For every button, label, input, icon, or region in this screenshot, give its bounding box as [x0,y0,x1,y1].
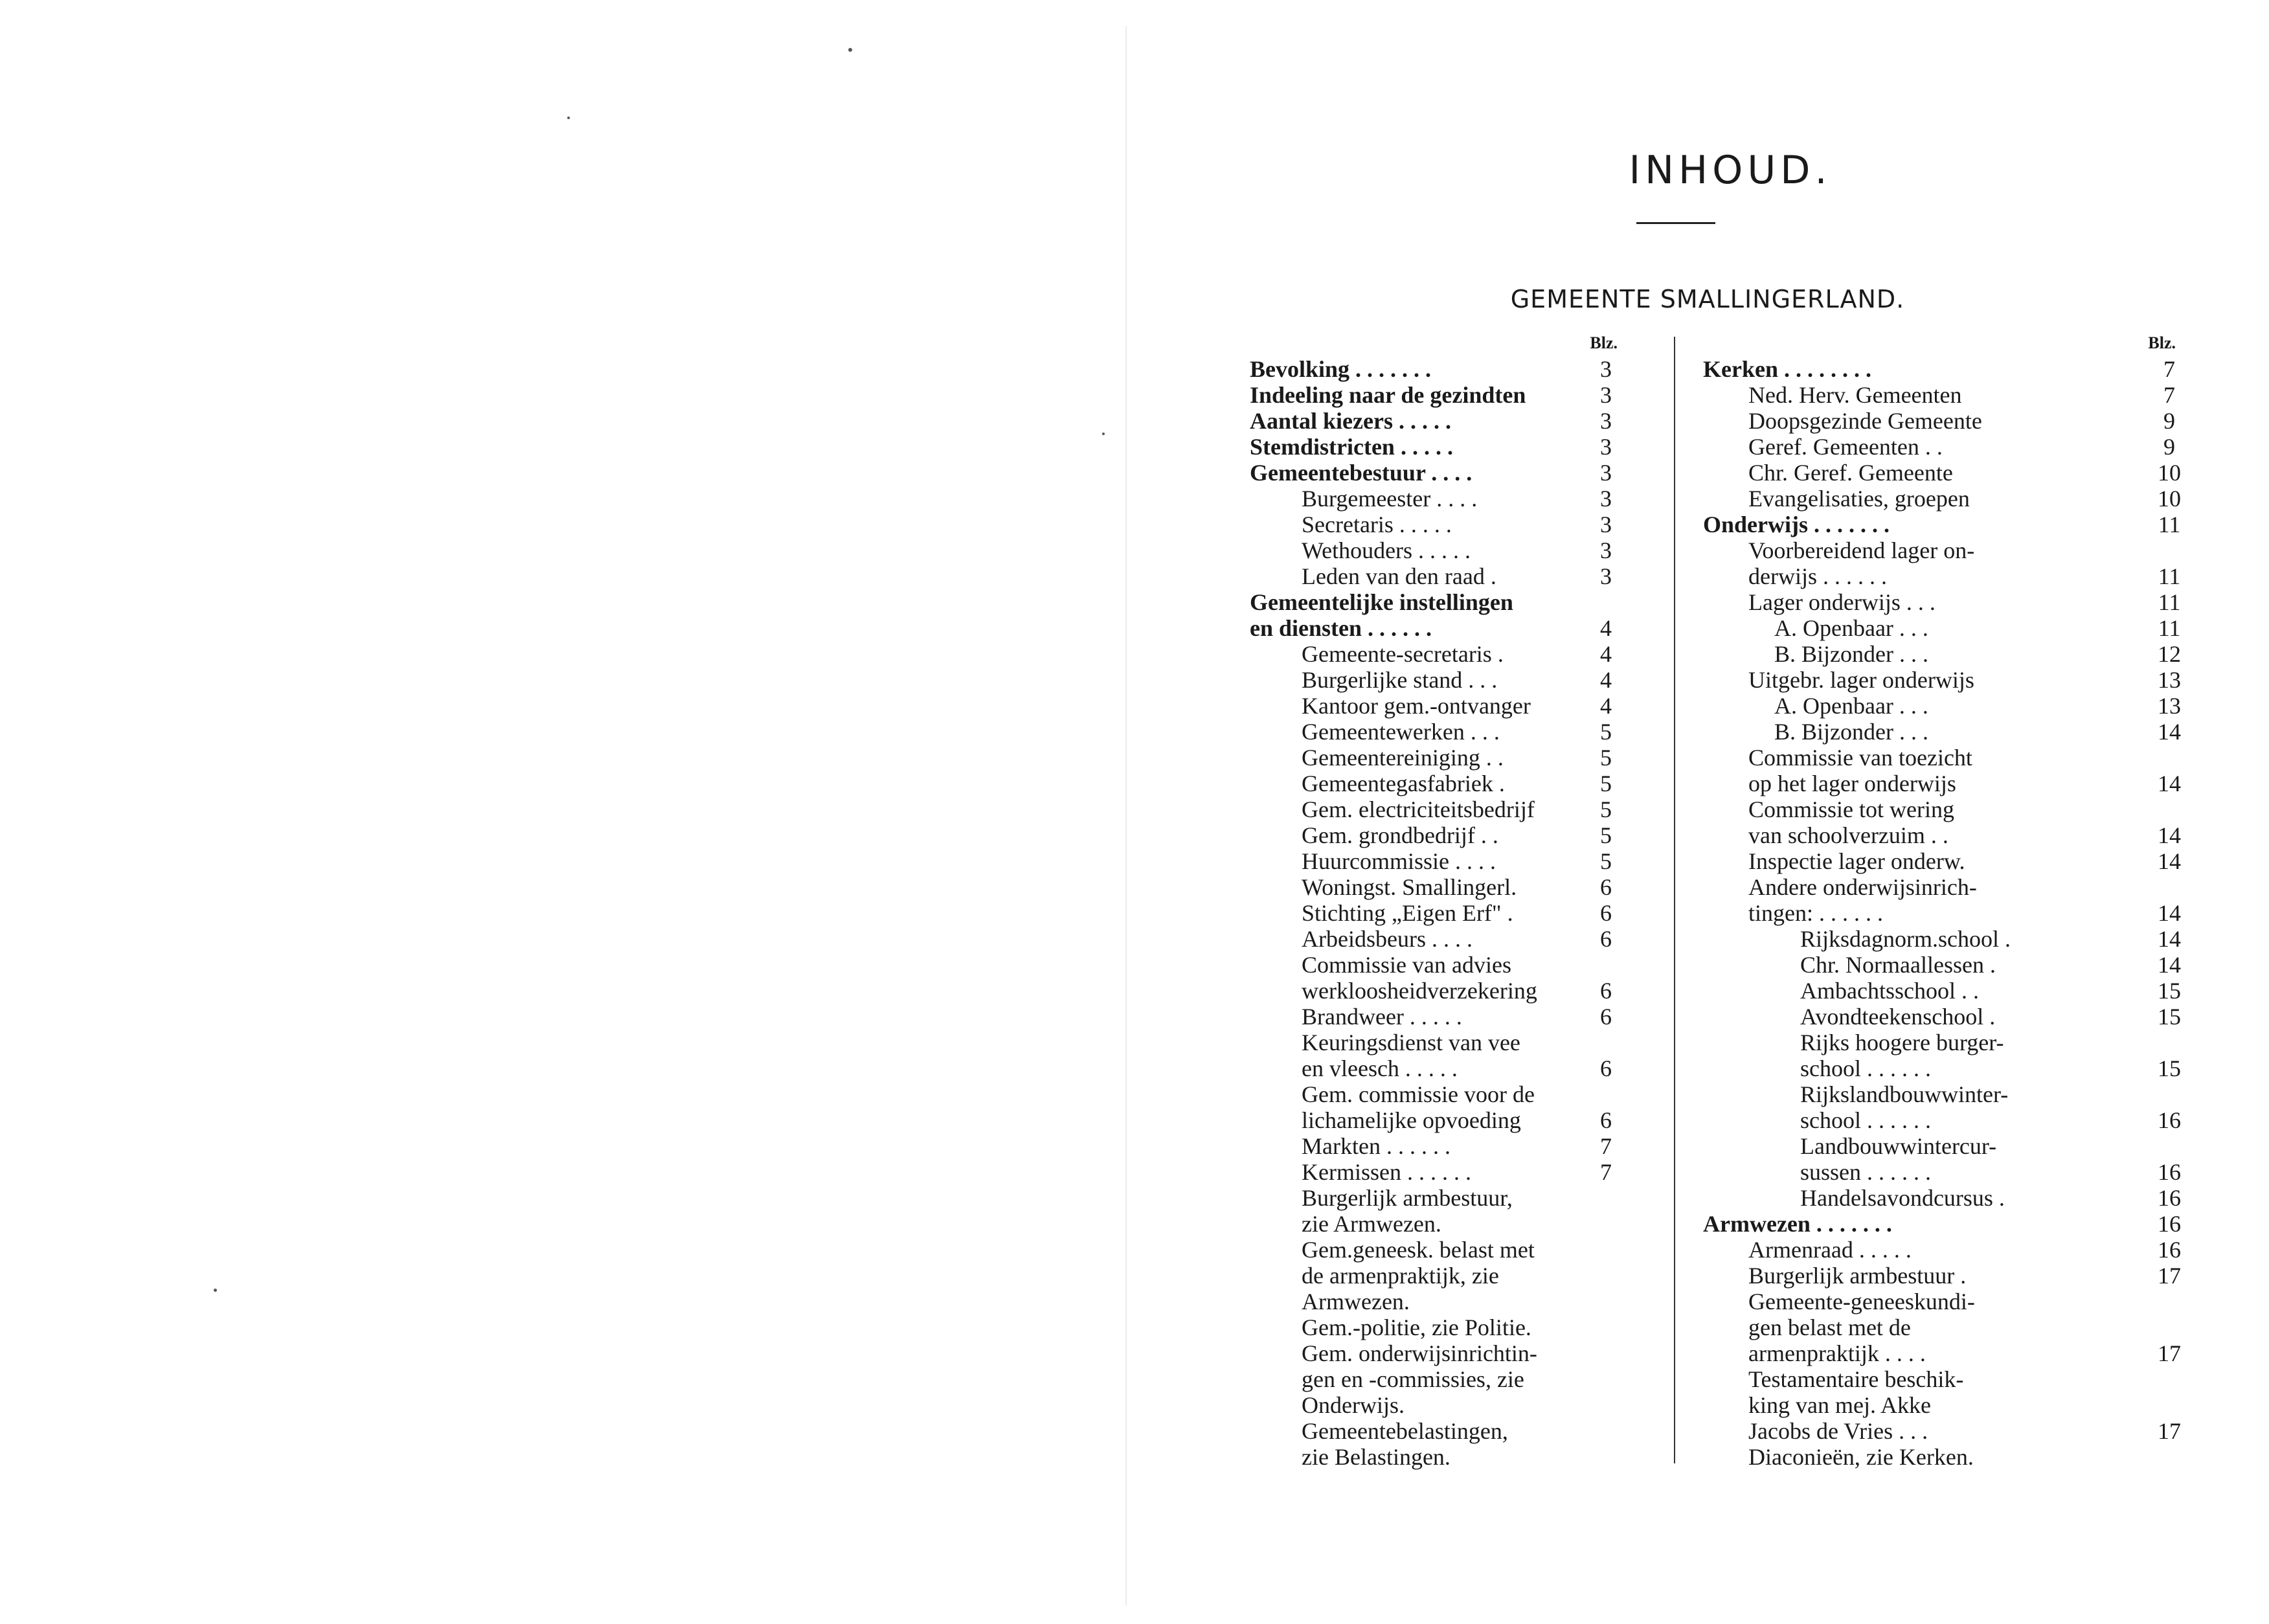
contents-entry [1250,796,1612,822]
contents-entry [1710,1004,2181,1030]
entry-text: Burgerlijk armbestuur . [1748,1263,1967,1289]
entry-page-number: 6 [1600,978,1612,1004]
entry-text: A. Openbaar . . . [1774,693,1928,719]
contents-entry [1250,1030,1548,1055]
entry-text: Leden van den raad . [1302,563,1496,589]
contents-entry [1710,796,1954,822]
entry-page-number: 3 [1600,537,1612,563]
entry-text: op het lager onderwijs [1748,771,1956,796]
entry-page-number: 3 [1600,512,1612,537]
entry-page-number: 3 [1600,408,1612,434]
paper-speck [214,1289,217,1292]
entry-text: Stichting „Eigen Erf" . [1302,900,1513,926]
entry-page-number: 7 [1600,1133,1612,1159]
contents-entry [1250,641,1612,667]
entry-page-number: 16 [2158,1159,2181,1185]
entry-text: Kantoor gem.-ontvanger [1302,693,1531,719]
entry-page-number: 14 [2158,900,2181,926]
entry-page-number: 14 [2158,822,2181,848]
contents-entry [1250,589,1548,615]
entry-page-number: 14 [2158,926,2181,952]
entry-text: Arbeidsbeurs . . . . [1302,926,1473,952]
entry-page-number: 3 [1600,486,1612,512]
contents-entry [1250,1444,1548,1470]
entry-page-number: 16 [2158,1107,2181,1133]
entry-text: lichamelijke opvoeding [1302,1107,1521,1133]
title-rule [1636,222,1715,224]
contents-entry [1250,822,1612,848]
entry-text: Chr. Geref. Gemeente [1748,460,1953,486]
entry-text: Gemeentereiniging . . [1302,745,1504,771]
entry-page-number: 17 [2158,1418,2181,1444]
contents-entry [1250,1418,1548,1444]
contents-entry [1710,693,2181,719]
entry-text: Kermissen . . . . . . [1302,1159,1471,1185]
contents-entry [1710,1185,2181,1211]
contents-entry [1710,1340,2181,1366]
entry-text: Huurcommissie . . . . [1302,848,1496,874]
entry-text: Gem.geneesk. belast met [1302,1237,1535,1263]
entry-text: Voorbereidend lager on- [1748,537,1975,563]
entry-text: Avondteekenschool . [1800,1004,1996,1030]
entry-text: Armwezen. [1302,1289,1410,1314]
contents-column-left [1250,330,1618,1470]
entry-text: Gemeentebestuur . . . . [1250,460,1473,486]
entry-text: Inspectie lager onderw. [1748,848,1965,874]
contents-entry [1250,1159,1612,1185]
paper-speck [567,117,570,119]
contents-entry [1250,1081,1548,1107]
entry-text: Burgerlijk armbestuur, [1302,1185,1513,1211]
contents-entry [1250,874,1612,900]
contents-entry [1250,1107,1612,1133]
entry-page-number: 10 [2158,460,2181,486]
entry-text: van schoolverzuim . . [1748,822,1948,848]
contents-entry [1250,356,1612,382]
contents-entry [1710,537,1975,563]
entry-page-number: 3 [1600,460,1612,486]
contents-entry [1250,719,1612,745]
entry-page-number: 11 [2158,589,2181,615]
entry-page-number: 14 [2158,848,2181,874]
contents-entry [1250,1263,1548,1289]
entry-page-number: 6 [1600,900,1612,926]
entry-text: Gem. electriciteitsbedrijf [1302,796,1535,822]
entry-text: Ned. Herv. Gemeenten [1748,382,1962,408]
entry-page-number: 17 [2158,1340,2181,1366]
entry-page-number: 16 [2158,1211,2181,1237]
entry-text: Gemeentebelastingen, [1302,1418,1508,1444]
entry-page-number: 4 [1600,615,1612,641]
entry-text: Onderwijs . . . . . . . [1703,512,1890,537]
entry-page-number: 9 [2163,434,2175,460]
entry-text: Gem. commissie voor de [1302,1081,1535,1107]
contents-entry [1250,1314,1548,1340]
contents-entry [1250,693,1612,719]
contents-entry [1710,719,2181,745]
entry-text: Landbouwwintercur- [1800,1133,1997,1159]
contents-entry [1250,512,1612,537]
contents-entry [1250,771,1612,796]
entry-text: Rijks hoogere burger- [1800,1030,2004,1055]
entry-text: Markten . . . . . . [1302,1133,1451,1159]
contents-entry [1250,848,1612,874]
contents-entry [1710,1263,2181,1289]
contents-entry [1710,1237,2181,1263]
contents-entry [1710,1314,1936,1340]
contents-entry [1250,978,1612,1004]
entry-page-number: 17 [2158,1263,2181,1289]
entry-page-number: 11 [2158,563,2181,589]
entry-text: Diaconieën, zie Kerken. [1748,1444,1974,1470]
contents-entry [1710,771,2181,796]
contents-entry [1710,460,2181,486]
entry-text: Testamentaire beschik- [1748,1366,1964,1392]
entry-text: Keuringsdienst van vee [1302,1030,1520,1055]
entry-text: Gem. onderwijsinrichtin- [1302,1340,1537,1366]
contents-entry [1250,745,1612,771]
entry-page-number: 5 [1600,848,1612,874]
left-blank-page [0,0,1125,1624]
contents-entry [1710,1366,1964,1392]
entry-text: Stemdistricten . . . . . [1250,434,1453,460]
entry-page-number: 6 [1600,1107,1612,1133]
entry-page-number: 9 [2163,408,2175,434]
contents-entry [1710,926,2181,952]
entry-text: gen belast met de [1748,1314,1911,1340]
contents-entry [1250,1211,1548,1237]
contents-entry [1250,537,1612,563]
contents-entry [1703,356,2175,382]
entry-text: Commissie tot wering [1748,796,1954,822]
entry-text: Gemeente-secretaris . [1302,641,1504,667]
contents-entry [1250,1289,1548,1314]
contents-entry [1250,615,1612,641]
entry-text: Gemeente-geneeskundi- [1748,1289,1975,1314]
entry-text: king van mej. Akke [1748,1392,1931,1418]
contents-entry [1710,382,2175,408]
contents-entry [1710,874,1977,900]
entry-text: school . . . . . . [1800,1055,1931,1081]
entry-page-number: 3 [1600,563,1612,589]
contents-entry [1710,1055,2181,1081]
entry-page-number: 4 [1600,693,1612,719]
entry-page-number: 5 [1600,745,1612,771]
entry-text: Rijksdagnorm.school . [1800,926,2011,952]
page-subtitle: GEMEENTE SMALLINGERLAND. [1510,285,1905,313]
entry-text: en vleesch . . . . . [1302,1055,1458,1081]
entry-page-number: 3 [1600,434,1612,460]
contents-entry [1250,382,1612,408]
contents-entry [1710,589,2181,615]
contents-entry [1250,1340,1548,1366]
entry-text: Armenraad . . . . . [1748,1237,1912,1263]
entry-page-number: 6 [1600,1055,1612,1081]
contents-entry [1250,900,1612,926]
column-divider [1674,337,1675,1463]
entry-text: Gem.-politie, zie Politie. [1302,1314,1531,1340]
entry-page-number: 3 [1600,382,1612,408]
entry-text: Geref. Gemeenten . . [1748,434,1943,460]
entry-text: Gemeentewerken . . . [1302,719,1500,745]
contents-entry [1250,563,1612,589]
entry-page-number: 13 [2158,667,2181,693]
entry-text: Armwezen . . . . . . . [1703,1211,1892,1237]
entry-text: B. Bijzonder . . . [1774,641,1928,667]
entry-text: Handelsavondcursus . [1800,1185,2005,1211]
contents-entry [1250,1237,1548,1263]
contents-entry [1710,615,2181,641]
entry-text: Burgerlijke stand . . . [1302,667,1498,693]
contents-entry [1250,434,1612,460]
entry-text: Evangelisaties, groepen [1748,486,1970,512]
entry-text: Gemeentelijke instellingen [1250,589,1513,615]
entry-text: werkloosheidverzekering [1302,978,1537,1004]
contents-entry [1710,1030,2004,1055]
entry-page-number: 15 [2158,1004,2181,1030]
entry-page-number: 14 [2158,719,2181,745]
entry-page-number: 6 [1600,874,1612,900]
entry-text: armenpraktijk . . . . [1748,1340,1926,1366]
entry-text: Ambachtsschool . . [1800,978,1979,1004]
contents-entry [1710,848,2181,874]
entry-page-number: 10 [2158,486,2181,512]
entry-text: Rijkslandbouwwinter- [1800,1081,2009,1107]
contents-entry [1710,1392,1936,1418]
contents-entry [1710,1289,1975,1314]
contents-entry [1250,667,1612,693]
contents-entry [1710,1107,2181,1133]
entry-text: Commissie van advies [1302,952,1511,978]
entry-text: zie Armwezen. [1302,1211,1441,1237]
contents-entry [1250,486,1612,512]
entry-page-number: 12 [2158,641,2181,667]
entry-text: Secretaris . . . . . [1302,512,1452,537]
entry-text: Burgemeester . . . . [1302,486,1478,512]
entry-text: Onderwijs. [1302,1392,1405,1418]
entry-page-number: 4 [1600,667,1612,693]
contents-entry [1710,1444,1974,1470]
contents-entry [1710,822,2181,848]
contents-entry [1703,512,2181,537]
entry-page-number: 15 [2158,1055,2181,1081]
contents-entry [1710,641,2181,667]
entry-text: B. Bijzonder . . . [1774,719,1928,745]
entry-text: Uitgebr. lager onderwijs [1748,667,1974,693]
entry-text: Indeeling naar de gezindten [1250,382,1526,408]
entry-text: tingen: . . . . . . [1748,900,1883,926]
contents-entry [1710,667,2181,693]
contents-entry [1250,460,1612,486]
contents-entry [1710,900,2181,926]
entry-page-number: 5 [1600,771,1612,796]
entry-text: school . . . . . . [1800,1107,1931,1133]
contents-entry [1250,926,1612,952]
entry-text: gen en -commissies, zie [1302,1366,1524,1392]
entry-text: Woningst. Smallingerl. [1302,874,1517,900]
contents-entry [1710,1159,2181,1185]
contents-entry [1710,486,2181,512]
contents-entry [1250,1366,1548,1392]
entry-page-number: 5 [1600,822,1612,848]
entry-page-number: 5 [1600,719,1612,745]
contents-entry [1710,1133,1997,1159]
entry-page-number: 7 [1600,1159,1612,1185]
entry-text: Doopsgezinde Gemeente [1748,408,1982,434]
contents-entry [1710,1081,2009,1107]
entry-text: A. Openbaar . . . [1774,615,1928,641]
contents-entry [1710,563,2181,589]
entry-page-number: 3 [1600,356,1612,382]
entry-text: sussen . . . . . . [1800,1159,1932,1185]
entry-page-number: 7 [2163,382,2175,408]
entry-text: Jacobs de Vries . . . [1748,1418,1928,1444]
entry-page-number: 5 [1600,796,1612,822]
entry-page-number: 15 [2158,978,2181,1004]
entry-text: Wethouders . . . . . [1302,537,1471,563]
entry-text: Kerken . . . . . . . . [1703,356,1871,382]
entry-page-number: 6 [1600,1004,1612,1030]
entry-page-number: 13 [2158,693,2181,719]
entry-page-number: 6 [1600,926,1612,952]
contents-entry [1710,1418,2181,1444]
entry-page-number: 7 [2163,356,2175,382]
entry-text: derwijs . . . . . . [1748,563,1887,589]
contents-entry [1250,1133,1612,1159]
entry-page-number: 14 [2158,952,2181,978]
entry-text: Andere onderwijsinrich- [1748,874,1977,900]
contents-entry [1710,952,2181,978]
entry-text: Chr. Normaallessen . [1800,952,1996,978]
entry-page-number: 11 [2158,615,2181,641]
entry-text: Lager onderwijs . . . [1748,589,1936,615]
entry-text: Gem. grondbedrijf . . [1302,822,1498,848]
contents-entry [1250,952,1548,978]
entry-text: Brandweer . . . . . [1302,1004,1462,1030]
contents-entry [1710,408,2175,434]
entry-page-number: 4 [1600,641,1612,667]
page-column-header: Blz. [1590,333,1618,352]
entry-text: Bevolking . . . . . . . [1250,356,1432,382]
entry-page-number: 14 [2158,771,2181,796]
paper-speck [848,48,852,52]
entry-text: Aantal kiezers . . . . . [1250,408,1451,434]
entry-text: zie Belastingen. [1302,1444,1451,1470]
contents-entry [1250,408,1612,434]
contents-entry [1250,1055,1612,1081]
entry-page-number: 11 [2158,512,2181,537]
contents-page [1127,0,2269,1624]
contents-entry [1250,1185,1548,1211]
contents-entry [1250,1392,1548,1418]
entry-text: Commissie van toezicht [1748,745,1972,771]
entry-page-number: 16 [2158,1237,2181,1263]
contents-column-right [1703,330,2181,1470]
contents-entry [1703,1211,2181,1237]
page-title: INHOUD. [1629,148,1832,193]
entry-text: de armenpraktijk, zie [1302,1263,1499,1289]
entry-text: Gemeentegasfabriek . [1302,771,1505,796]
contents-entry [1710,978,2181,1004]
contents-entry [1710,745,1972,771]
entry-page-number: 16 [2158,1185,2181,1211]
contents-entry [1710,434,2175,460]
page-column-header: Blz. [2148,333,2176,352]
entry-text: en diensten . . . . . . [1250,615,1432,641]
paper-speck [1102,433,1105,435]
contents-entry [1250,1004,1612,1030]
